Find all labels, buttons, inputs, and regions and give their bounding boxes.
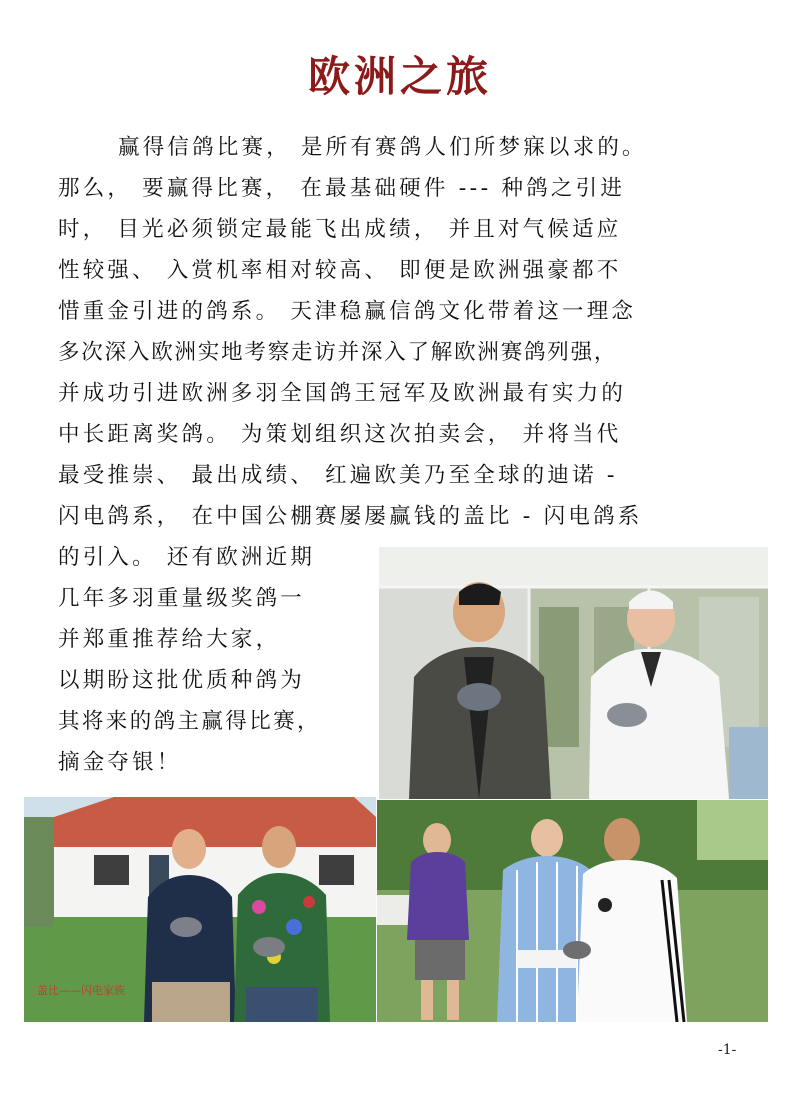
photo-caption: 盖比——闪电家族 — [37, 984, 125, 997]
page-number: -1- — [718, 1042, 737, 1058]
paragraph-line: 闪电鸽系， 在中国公棚赛屡屡赢钱的盖比 - 闪电鸽系 — [58, 504, 643, 529]
page-title: 欧洲之旅 — [307, 52, 492, 101]
paragraph-line: 多次深入欧洲实地考察走访并深入了解欧洲赛鸽列强， — [58, 340, 618, 365]
photo-icon — [377, 800, 768, 1022]
paragraph-line: 并郑重推荐给大家， — [58, 627, 281, 652]
greenhouse-photo — [379, 547, 768, 799]
paragraph-line: 最受推崇、 最出成绩、 红遍欧美乃至全球的迪诺 - — [58, 463, 618, 488]
paragraph-line: 中长距离奖鸽。 为策划组织这次拍卖会， 并将当代 — [58, 422, 622, 447]
paragraph-line: 几年多羽重量级奖鸽一 — [58, 586, 306, 611]
paragraph-line: 惜重金引进的鸽系。 天津稳赢信鸽文化带着这一理念 — [58, 299, 637, 324]
paragraph-line: 以期盼这批优质种鸽为 — [58, 668, 306, 693]
paragraph-line: 性较强、 入赏机率相对较高、 即便是欧洲强豪都不 — [58, 258, 622, 283]
paragraph-line: 赢得信鸽比赛， 是所有赛鸽人们所梦寐以求的。 — [118, 135, 647, 160]
garden-photo — [377, 800, 768, 1022]
paragraph-line: 的引入。 还有欧洲近期 — [58, 545, 316, 570]
paragraph-line: 那么， 要赢得比赛， 在最基础硬件 --- 种鸽之引进 — [58, 176, 626, 201]
photo-icon — [379, 547, 768, 799]
paragraph-line: 其将来的鸽主赢得比赛， — [58, 709, 321, 734]
paragraph-line: 摘金夺银！ — [58, 750, 182, 775]
paragraph-line: 并成功引进欧洲多羽全国鸽王冠军及欧洲最有实力的 — [58, 381, 627, 406]
paragraph-line: 时， 目光必须锁定最能飞出成绩， 并且对气候适应 — [58, 217, 622, 242]
